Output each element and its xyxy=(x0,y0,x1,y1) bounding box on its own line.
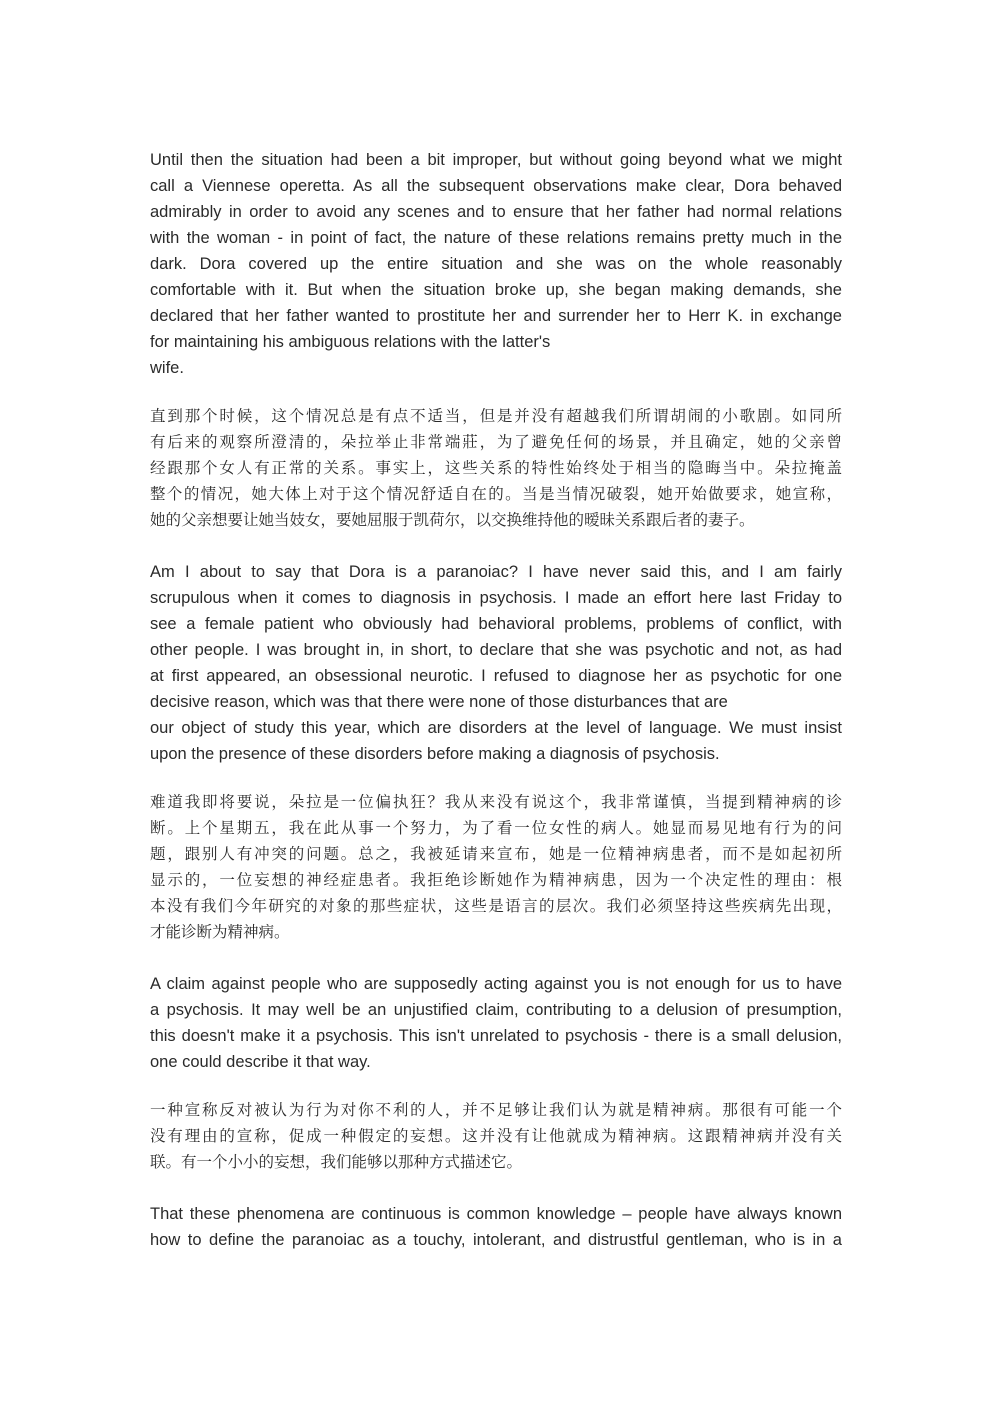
text-line: with the woman - in point of fact, the nature of these relations remains pretty much in the xyxy=(150,229,842,247)
text-line: 本没有我们今年研究的对象的那些症状，这些是语言的层次。我们必须坚持这些疾病先出现， xyxy=(150,897,842,915)
text-line: 断。上个星期五，我在此从事一个努力，为了看一位女性的病人。她显而易见地有行为的问 xyxy=(150,819,842,837)
text-line: one could describe it that way. xyxy=(150,1053,371,1071)
text-line: see a female patient who obviously had behavioral problems, problems of conflict, with xyxy=(150,615,842,633)
paragraph-dora-situation-en xyxy=(150,147,842,381)
text-line: Until then the situation had been a bit improper, but without going beyond what we might xyxy=(150,151,842,169)
text-line: 整个的情况，她大体上对于这个情况舒适自在的。当是当情况破裂，她开始做要求，她宣称， xyxy=(150,485,842,503)
text-line: A claim against people who are supposedly acting against you is not enough for us to have xyxy=(150,975,842,993)
text-line: That these phenomena are continuous is common knowledge – people have always known xyxy=(150,1205,842,1223)
text-line: 才能诊断为精神病。 xyxy=(150,923,290,941)
text-line: 有后来的观察所澄清的，朵拉举止非常端莊，为了避免任何的场景，并且确定，她的父亲曾 xyxy=(150,433,842,451)
text-line: for maintaining his ambiguous relations with the latter's xyxy=(150,333,551,351)
text-line: Am I about to say that Dora is a paranoiac? I have never said this, and I am fairly xyxy=(150,563,842,581)
text-line: decisive reason, which was that there were none of those disturbances that are xyxy=(150,693,728,711)
text-line: other people. I was brought in, in short, to declare that she was psychotic and not, as had xyxy=(150,641,842,659)
paragraph-paranoiac-zh xyxy=(150,789,842,945)
text-line: 一种宣称反对被认为行为对你不利的人，并不足够让我们认为就是精神病。那很有可能一个 xyxy=(150,1101,842,1119)
paragraph-claim-en xyxy=(150,971,842,1075)
text-line: declared that her father wanted to prostitute her and surrender her to Herr K. in exchange xyxy=(150,307,842,325)
paragraph-dora-situation-zh xyxy=(150,403,842,533)
paragraph-paranoiac-en xyxy=(150,559,842,767)
text-line: a psychosis. It may well be an unjustified claim, contributing to a delusion of presumption, xyxy=(150,1001,842,1019)
text-line: wife. xyxy=(150,359,184,377)
text-line: 经跟那个女人有正常的关系。事实上，这些关系的特性始终处于相当的隐晦当中。朵拉掩盖 xyxy=(150,459,842,477)
text-line: 她的父亲想要让她当妓女，要她屈服于凯荷尔，以交换维持他的暧昧关系跟后者的妻子。 xyxy=(150,511,755,529)
text-line: 显示的，一位妄想的神经症患者。我拒绝诊断她作为精神病患，因为一个决定性的理由：根 xyxy=(150,871,842,889)
text-line: admirably in order to avoid any scenes and to ensure that her father had normal relations xyxy=(150,203,842,221)
text-line: comfortable with it. But when the situation broke up, she began making demands, she xyxy=(150,281,842,299)
text-line: dark. Dora covered up the entire situation and she was on the whole reasonably xyxy=(150,255,842,273)
text-line: scrupulous when it comes to diagnosis in psychosis. I made an effort here last Friday to xyxy=(150,589,842,607)
text-line: 直到那个时候，这个情况总是有点不适当，但是并没有超越我们所谓胡闹的小歌剧。如同所 xyxy=(150,407,842,425)
text-line: 联。有一个小小的妄想，我们能够以那种方式描述它。 xyxy=(150,1153,523,1171)
text-line: call a Viennese operetta. As all the subsequent observations make clear, Dora behaved xyxy=(150,177,842,195)
paragraph-claim-zh xyxy=(150,1097,842,1175)
text-line: 题，跟别人有冲突的问题。总之，我被延请来宣布，她是一位精神病患者，而不是如起初所 xyxy=(150,845,842,863)
paragraph-phenomena-en xyxy=(150,1201,842,1253)
document-page xyxy=(150,147,842,1253)
text-line: how to define the paranoiac as a touchy, intolerant, and distrustful gentleman, who is in a xyxy=(150,1231,842,1249)
text-line: upon the presence of these disorders before making a diagnosis of psychosis. xyxy=(150,745,720,763)
text-line: 没有理由的宣称，促成一种假定的妄想。这并没有让他就成为精神病。这跟精神病并没有关 xyxy=(150,1127,842,1145)
text-line: our object of study this year, which are disorders at the level of language. We must insist xyxy=(150,719,842,737)
text-line: at first appeared, an obsessional neurotic. I refused to diagnose her as psychotic for one xyxy=(150,667,842,685)
text-line: 难道我即将要说，朵拉是一位偏执狂？我从来没有说这个，我非常谨慎，当提到精神病的诊 xyxy=(150,793,842,811)
text-line: this doesn't make it a psychosis. This isn't unrelated to psychosis - there is a small delusion, xyxy=(150,1027,842,1045)
